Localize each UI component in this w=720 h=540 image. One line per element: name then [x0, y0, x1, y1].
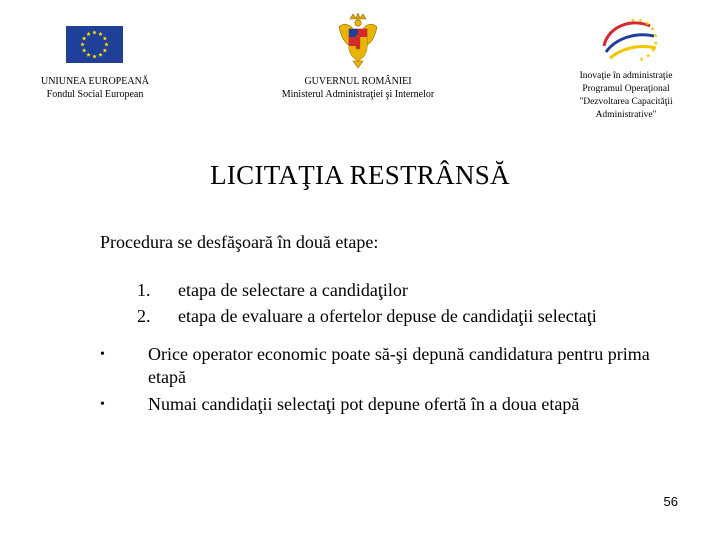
eu-flag-icon: [66, 26, 123, 63]
steps-list: [137, 277, 597, 329]
list-item: [137, 303, 597, 329]
government-caption: [258, 75, 458, 101]
programme-caption: [556, 70, 696, 122]
eu-caption-line1: UNIUNEA EUROPEANĂ: [40, 76, 150, 87]
list-item: [137, 277, 597, 303]
programme-caption-line3: "Dezvoltarea Capacităţii: [579, 97, 673, 107]
programme-caption-line1: Inovaţie în administraţie: [579, 71, 673, 81]
list-item: [100, 393, 660, 416]
step-number: 1.: [137, 280, 151, 300]
bullet-text: Numai candidaţii selectaţi pot depune ofertă în a doua etapă: [148, 394, 580, 414]
government-caption-line1: GUVERNUL ROMÂNIEI: [304, 76, 412, 87]
programme-caption-line2: Programul Operaţional: [582, 84, 670, 94]
page-number: 56: [663, 494, 678, 509]
star-icon: [650, 27, 654, 31]
star-icon: [646, 54, 650, 58]
star-icon: [654, 41, 658, 45]
star-icon: [639, 57, 643, 61]
eu-caption: [20, 75, 170, 101]
programme-logo-icon: [598, 16, 660, 66]
step-text: etapa de selectare a candidaţilor: [178, 280, 408, 300]
bullet-mark: •: [100, 397, 105, 412]
list-item: [100, 343, 660, 389]
bullet-mark: •: [100, 347, 105, 362]
step-text: etapa de evaluare a ofertelor depuse de candidaţii selectaţi: [178, 306, 597, 326]
slide-title: LICITAŢIA RESTRÂNSĂ: [210, 160, 510, 190]
intro-text: Procedura se desfăşoară în două etape:: [100, 232, 379, 252]
bullet-list: [100, 343, 660, 420]
bullet-text: Orice operator economic poate să-şi depună candidatura pentru prima etapă: [148, 344, 650, 387]
romanian-coat-of-arms-icon: [337, 13, 379, 69]
eu-caption-line2: Fondul Social European: [46, 89, 144, 100]
star-icon: [653, 33, 657, 37]
government-caption-line2: Ministerul Administraţiei şi Internelor: [281, 89, 435, 100]
step-number: 2.: [137, 306, 151, 326]
programme-caption-line4: Administrative": [595, 110, 657, 120]
